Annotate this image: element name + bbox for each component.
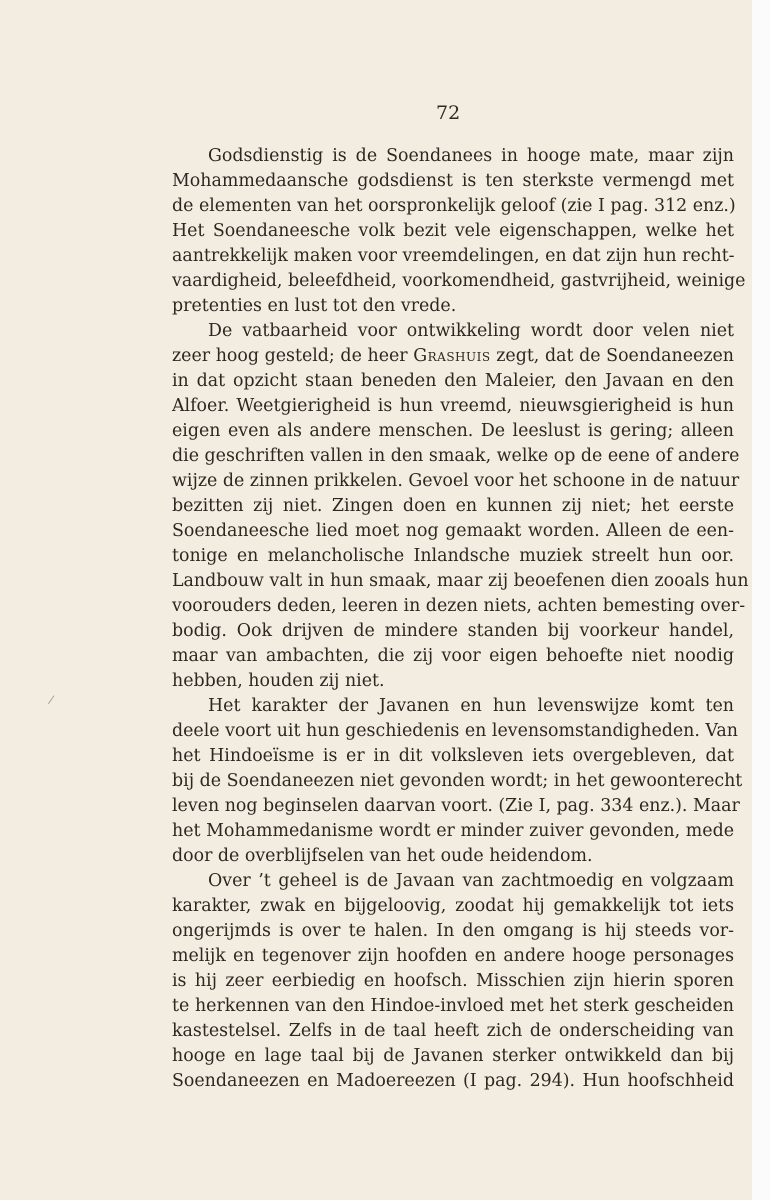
text-line: wijze de zinnen prikkelen. Gevoel voor het schoone in de natuur: [172, 471, 740, 491]
text-line: voorouders deden, leeren in dezen niets, achten bemesting over-: [172, 596, 746, 616]
text-line: leven nog beginselen daarvan voort. (Zie I, pag. 334 enz.). Maar: [172, 796, 740, 816]
text-line: vaardigheid, beleefdheid, voorkomendheid, gastvrijheid, weinige: [172, 271, 746, 291]
text-line: karakter, zwak en bijgeloovig, zoodat hij gemakkelijk tot iets: [172, 896, 734, 916]
text-line: Mohammedaansche godsdienst is ten sterkste vermengd met: [172, 171, 734, 191]
pencil-mark: [48, 695, 61, 708]
text-line: Over ’t geheel is de Javaan van zachtmoedig en volgzaam: [208, 871, 734, 891]
text-line: Landbouw valt in hun smaak, maar zij beoefenen dien zooals hun: [172, 571, 749, 591]
text-line: Godsdienstig is de Soendanees in hooge mate, maar zijn: [208, 146, 734, 166]
text-line: Soendaneezen en Madoereezen (I pag. 294). Hun hoofschheid: [172, 1071, 734, 1091]
text-line: [172, 344, 734, 369]
text-line: hebben, houden zij niet.: [172, 671, 385, 691]
text-line: Alfoer. Weetgierigheid is hun vreemd, nieuwsgierigheid is hun: [172, 396, 734, 416]
text-line: eigen even als andere menschen. De leeslust is gering; alleen: [172, 421, 734, 441]
text-line: door de overblijfselen van het oude heidendom.: [172, 846, 593, 866]
text-line: aantrekkelijk maken voor vreemdelingen, en dat zijn hun recht-: [172, 246, 735, 266]
text-fragment: zegt, dat de Soendaneezen: [496, 346, 734, 366]
text-line: te herkennen van den Hindoe-invloed met het sterk gescheiden: [172, 996, 734, 1016]
text-line: ongerijmds is over te halen. In den omgang is hij steeds vor-: [172, 921, 734, 941]
text-line: melijk en tegenover zijn hoofden en andere hooge personages: [172, 946, 734, 966]
text-fragment: zeer hoog gesteld; de heer: [172, 346, 408, 366]
text-line: Het Soendaneesche volk bezit vele eigenschappen, welke het: [172, 221, 734, 241]
text-line: is hij zeer eerbiedig en hoofsch. Misschien zijn hierin sporen: [172, 971, 734, 991]
text-line: tonige en melancholische Inlandsche muziek streelt hun oor.: [172, 546, 734, 566]
text-line: die geschriften vallen in den smaak, welke op de eene of andere: [172, 446, 740, 466]
text-line: Het karakter der Javanen en hun levenswijze komt ten: [208, 696, 734, 716]
text-line: kastestelsel. Zelfs in de taal heeft zich de onderscheiding van: [172, 1021, 734, 1041]
page-binding: [752, 0, 770, 1200]
text-line: bodig. Ook drijven de mindere standen bij voorkeur handel,: [172, 621, 734, 641]
text-line: Soendaneesche lied moet nog gemaakt worden. Alleen de een-: [172, 521, 734, 541]
text-line: de elementen van het oorspronkelijk geloof (zie I pag. 312 enz.): [172, 196, 736, 216]
text-line: het Hindoeïsme is er in dit volksleven iets overgebleven, dat: [172, 746, 734, 766]
text-line: bij de Soendaneezen niet gevonden wordt; in het gewoonterecht: [172, 771, 743, 791]
text-line: deele voort uit hun geschiedenis en levensomstandigheden. Van: [172, 721, 738, 741]
body-text: [172, 144, 749, 1094]
text-line: De vatbaarheid voor ontwikkeling wordt door velen niet: [208, 321, 734, 341]
text-line: pretenties en lust tot den vrede.: [172, 296, 457, 316]
page-number: 72: [436, 102, 461, 124]
text-line: hooge en lage taal bij de Javanen sterker ontwikkeld dan bij: [172, 1046, 734, 1066]
text-line: in dat opzicht staan beneden den Maleier, den Javaan en den: [172, 371, 734, 391]
author-name: Grashuis: [413, 346, 491, 366]
text-line: bezitten zij niet. Zingen doen en kunnen zij niet; het eerste: [172, 496, 734, 516]
text-line: maar van ambachten, die zij voor eigen behoefte niet noodig: [172, 646, 734, 666]
text-line: het Mohammedanisme wordt er minder zuiver gevonden, mede: [172, 821, 734, 841]
